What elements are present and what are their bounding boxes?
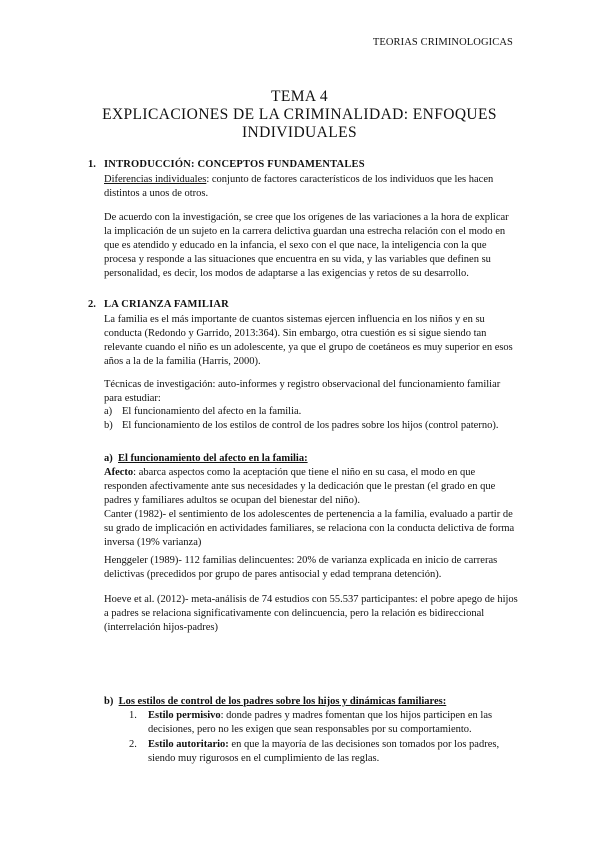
style-text: : donde padres y madres fomentan que los hijos participen en las decisiones, pero no les exigen que sean responsables por su comportamiento. xyxy=(148,710,493,735)
list-label: 1. xyxy=(129,710,137,721)
list-text: El funcionamiento del afecto en la familia. xyxy=(122,406,302,417)
title-line-1: TEMA 4 xyxy=(270,88,329,105)
afecto-definition: : abarca aspectos como la aceptación que tiene el niño en su casa, el modo en que responden afectivamente ante sus necesidades y la dedicación que le prestan (el grado en que padres y familiares adultos se ocupan del bienestar del niño). xyxy=(104,467,496,506)
term-individual-differences: Diferencias individuales xyxy=(104,174,207,185)
list-label: b) xyxy=(104,420,113,431)
definition-text: : conjunto de factores característicos de los individuos que les hacen distintos a unos de otros. xyxy=(104,174,494,199)
style-term: Estilo autoritario: xyxy=(148,739,229,750)
list-label: 2. xyxy=(129,739,137,750)
henggeler-paragraph: Henggeler (1989)- 112 familias delincuentes: 20% de varianza explicada en inicio de carreras delictivas (precedidos por grupo de pares antisocial y edad temprana detención). xyxy=(104,555,498,580)
section-1-paragraph: De acuerdo con la investigación, se cree que los orígenes de las variaciones a la hora de explicar la implicación de un sujeto en la carrera delictiva guardan una estrecha relación con el modo en que es atendido y educado en la infancia, el sexo con el que nace, la inteligencia con la que procesa y responde a las situaciones que encuentra en su vida, y las variables que definen su personalidad, es decir, los modos de adaptarse a las exigencias y retos de su desarrollo. xyxy=(104,212,509,279)
canter-paragraph: Canter (1982)- el sentimiento de los adolescentes de pertenencia a la familia, evaluado a partir de su grado de implicación en actividades familiares, se relaciona con la conducta delictiva de forma inversa (19% varianza) xyxy=(104,509,515,548)
document-title xyxy=(60,88,539,142)
section-2-number: 2. xyxy=(88,299,96,310)
control-styles-list xyxy=(129,709,518,766)
list-label: a) xyxy=(104,406,113,417)
running-header: TEORIAS CRIMINOLOGICAS xyxy=(372,37,513,48)
style-term: Estilo permisivo xyxy=(148,710,221,721)
section-2-list xyxy=(104,405,518,433)
subsection-b-heading xyxy=(104,695,524,709)
subsection-b-label: b) xyxy=(104,696,114,707)
list-item xyxy=(129,709,518,737)
section-1-definition xyxy=(104,173,516,201)
section-2-paragraph-2: Técnicas de investigación: auto-informes y registro observacional del funcionamiento familiar para estudiar: xyxy=(104,379,501,404)
subsection-b-title: Los estilos de control de los padres sobre los hijos y dinámicas familiares: xyxy=(118,696,447,707)
list-text: El funcionamiento de los estilos de control de los padres sobre los hijos (control paterno). xyxy=(122,420,499,431)
hoeve-paragraph: Hoeve et al. (2012)- meta-análisis de 74 estudios con 55.537 participantes: el pobre apego de hijos a padres se relaciona significativamente con delincuencia, pero la relación es bidireccional (interrelación hijos-padres) xyxy=(104,594,518,633)
section-1-number: 1. xyxy=(88,159,96,170)
list-item xyxy=(104,419,518,433)
list-item xyxy=(129,738,518,766)
afecto-paragraph xyxy=(104,466,518,508)
section-2-heading: LA CRIANZA FAMILIAR xyxy=(104,299,229,310)
subsection-a-label: a) xyxy=(104,453,113,464)
list-item xyxy=(104,405,518,419)
style-text: en que la mayoría de las decisiones son tomados por los padres, siendo muy rigurosos en el cumplimiento de las reglas. xyxy=(148,739,500,764)
title-line-3: INDIVIDUALES xyxy=(241,124,357,141)
title-line-2: EXPLICACIONES DE LA CRIMINALIDAD: ENFOQUES xyxy=(102,106,497,123)
section-1-heading: INTRODUCCIÓN: CONCEPTOS FUNDAMENTALES xyxy=(104,159,365,170)
subsection-a-heading xyxy=(104,452,518,466)
afecto-term: Afecto xyxy=(104,467,134,478)
subsection-a-title: El funcionamiento del afecto en la familia: xyxy=(118,453,308,464)
section-2-paragraph-1: La familia es el más importante de cuantos sistemas ejercen influencia en los niños y en su conducta (Redondo y Garrido, 2013:364). Sin embargo, otra cuestión es si sigue siendo tan relevante cuando el niño es un adolescente, ya que el grupo de coetáneos es muy superior en esos años a la de la familia (Harris, 2000). xyxy=(104,314,513,367)
